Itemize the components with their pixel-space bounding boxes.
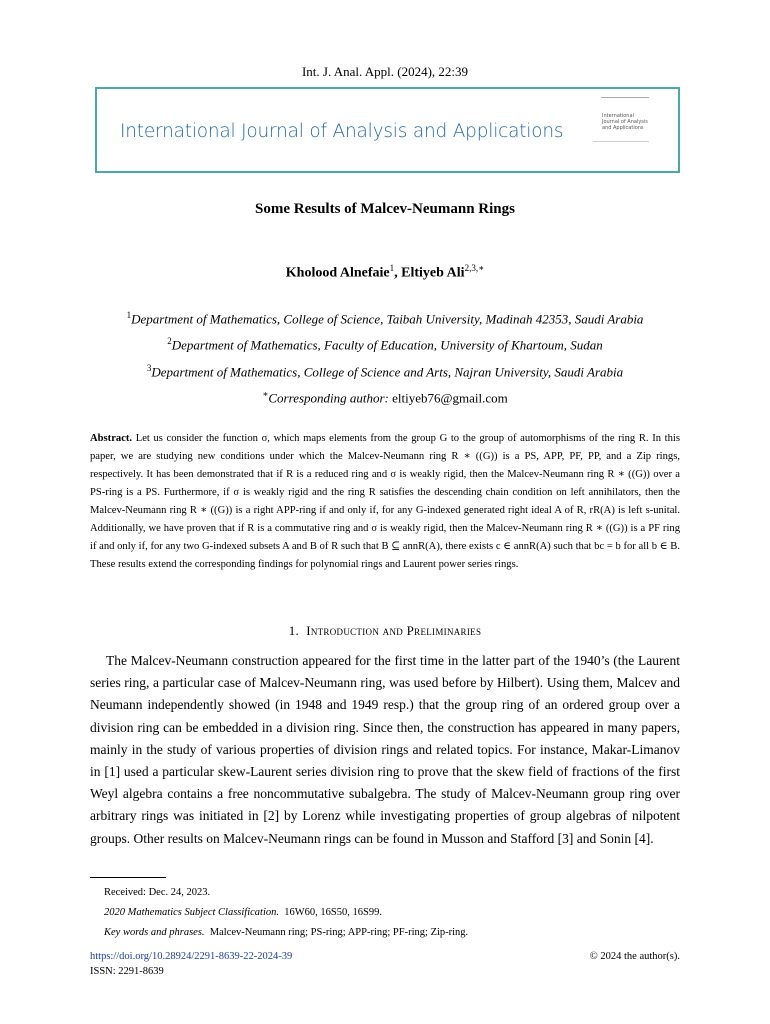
keywords: [104, 923, 468, 943]
running-head: Int. J. Anal. Appl. (2024), 22:39: [301, 64, 469, 79]
affil-text: Department of Mathematics, Faculty of Education, University of Khartoum, Sudan: [171, 337, 603, 353]
msc-label: 2020 Mathematics Subject Classification.: [104, 907, 279, 918]
copyright: © 2024 the author(s).: [589, 951, 680, 962]
doi-link[interactable]: https://doi.org/10.28924/2291-8639-22-2024-39: [90, 951, 293, 962]
affil-sup: 2: [167, 336, 172, 347]
affil-text: Department of Mathematics, College of Science and Arts, Najran University, Saudi Arabia: [151, 363, 624, 379]
received-date: Received: Dec. 24, 2023.: [104, 887, 211, 898]
footnotes: [104, 883, 468, 943]
affil-text: Department of Mathematics, College of Science, Taibah University, Madinah 42353, Saudi Arabia: [131, 311, 644, 327]
mini-logo-line: International: [602, 113, 634, 119]
section-number: 1.: [288, 623, 300, 638]
journal-mini-logo: [602, 113, 662, 131]
mini-logo-line: and Applications: [602, 125, 644, 131]
affil-sup: 3: [146, 362, 152, 373]
affil-sup: 1: [126, 310, 132, 320]
author-name: Eltiyeb Ali: [401, 265, 465, 281]
author-name: Kholood Alnefaie: [285, 265, 390, 281]
author-separator: ,: [394, 265, 402, 281]
banner-rule: [601, 97, 649, 98]
corr-label: Corresponding author:: [268, 390, 389, 406]
affiliations: [0, 304, 770, 383]
corr-email[interactable]: eltiyeb76@gmail.com: [392, 390, 508, 406]
footnote-rule: [90, 877, 166, 878]
msc-codes: 16W60, 16S50, 16S99.: [284, 907, 382, 918]
author-affil-sup: 1: [389, 263, 395, 273]
section-title: Introduction and Preliminaries: [306, 623, 482, 638]
journal-name: International Journal of Analysis and Applications: [120, 121, 564, 142]
issn: ISSN: 2291-8639: [90, 966, 164, 977]
corr-sup: ∗: [262, 389, 269, 399]
journal-banner: [95, 87, 680, 173]
abstract-label: Abstract.: [90, 433, 133, 444]
author-affil-sup: 2,3,∗: [464, 263, 485, 273]
banner-rule: [593, 141, 649, 142]
affiliation: [0, 357, 770, 383]
author-line: [0, 263, 770, 282]
affiliation: [0, 304, 770, 330]
mini-logo-line: Journal of Analysis: [602, 119, 648, 125]
intro-paragraph: The Malcev-Neumann construction appeared for the first time in the latter part of the 1940’s (the Laurent series ring, a particular case of Malcev-Neumann ring, was used before by Hilbert). Using them, Malcev and Neumann independently showed (in 1948 and 1949 resp.) that the group ring of an ordered group over a division ring can be embedded in a division ring. Since then, the construction has appeared in many papers, mainly in the study of various properties of division rings and related topics. For instance, Makar-Limanov in [1] used a particular skew-Laurent series division ring to prove that the skew field of fractions of the first Weyl algebra contains a free noncommutative subalgebra. The study of Malcev-Neumann group ring over arbitrary rings was initiated in [2] by Lorenz while investigating properties of group algebras of nilpotent groups. Other results on Malcev-Neumann rings can be found in Musson and Stafford [3] and Sonin [4].: [90, 653, 680, 846]
corresponding-author: [0, 389, 770, 406]
abstract: [90, 430, 680, 574]
abstract-text: Let us consider the function σ, which maps elements from the group G to the group of automorphisms of the ring R. In this paper, we are studying new conditions under which the Malcev-Neumann ring R ∗ ((G)) is a PS, APP, PF, PP, and a Zip rings, respectively. It has been demonstrated that if R is a reduced ring and σ is weakly rigid, then the Malcev-Neumann ring R ∗ ((G)) over a PS-ring is a PS. Furthermore, if σ is weakly rigid and the ring R satisfies the descending chain condition on left annihilators, then the Malcev-Neumann ring R ∗ ((G)) is a right APP-ring if and only if, for any G-indexed generated right ideal A of R, rR(A) is left s-unital. Additionally, we have proven that if R is a commutative ring and σ is weakly rigid, then the Malcev-Neumann ring R ∗ ((G)) is a PF ring if and only if, for any two G-indexed subsets A and B of R such that B ⊆ annR(A), there exists c ∈ annR(A) such that bc = b for all b ∈ B. These results extend the corresponding findings for polynomial rings and Laurent power series rings.: [90, 433, 680, 570]
affiliation: [0, 330, 770, 356]
msc-classification: [104, 903, 468, 923]
keywords-label: Key words and phrases.: [104, 927, 205, 938]
paper-title: Some Results of Malcev-Neumann Rings: [255, 201, 515, 217]
keywords-text: Malcev-Neumann ring; PS-ring; APP-ring; PF-ring; Zip-ring.: [209, 927, 469, 938]
section-heading: [0, 623, 770, 639]
